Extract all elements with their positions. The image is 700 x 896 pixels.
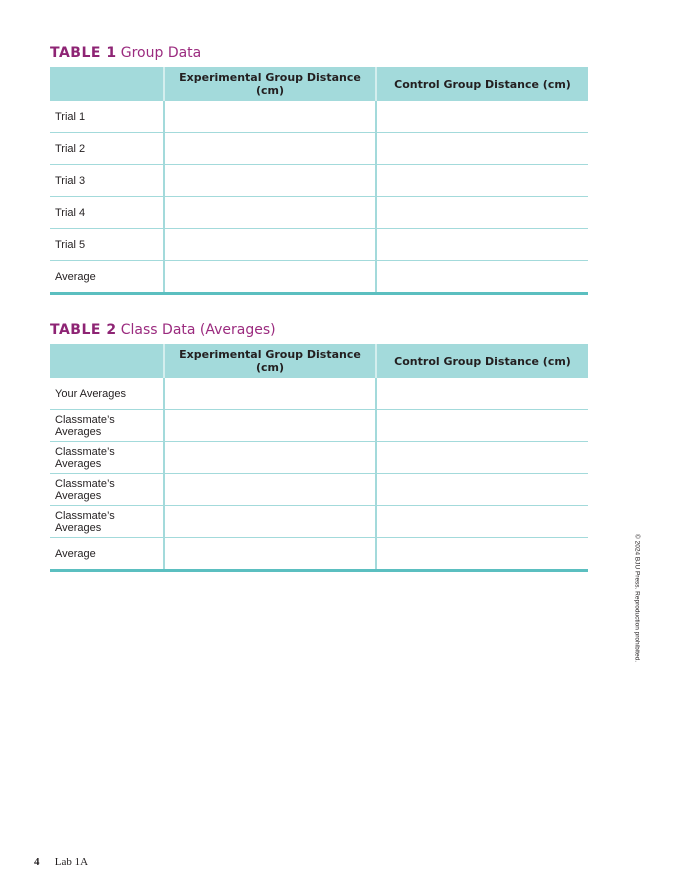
table-header-row [50,344,588,378]
table-row [50,442,588,474]
group-data-table [50,67,588,295]
table-header-row [50,67,588,101]
row-label: Trial 3 [50,165,164,197]
row-label: Classmate’s Averages [50,506,164,538]
table-row [50,506,588,538]
table-row [50,410,588,442]
table-1-label: TABLE 1 [50,45,117,61]
experimental-cell[interactable] [164,378,376,410]
page-footer [34,856,88,868]
row-label: Trial 4 [50,197,164,229]
control-cell[interactable] [376,506,588,538]
row-label: Classmate’s Averages [50,442,164,474]
column-header-label [50,67,164,101]
column-header-control: Control Group Distance (cm) [376,67,588,101]
control-cell[interactable] [376,101,588,133]
column-header-control: Control Group Distance (cm) [376,344,588,378]
control-cell[interactable] [376,133,588,165]
column-header-experimental: Experimental Group Distance (cm) [164,344,376,378]
control-cell[interactable] [376,229,588,261]
table-1-title [50,44,201,61]
experimental-cell[interactable] [164,165,376,197]
copyright-notice: © 2024 BJU Press. Reproduction prohibited. [633,534,641,662]
table-row [50,101,588,133]
control-cell[interactable] [376,378,588,410]
experimental-cell[interactable] [164,538,376,571]
column-header-experimental: Experimental Group Distance (cm) [164,67,376,101]
table-row [50,378,588,410]
experimental-cell[interactable] [164,442,376,474]
table-row [50,165,588,197]
experimental-cell[interactable] [164,101,376,133]
table-2-label: TABLE 2 [50,322,117,338]
row-label: Classmate’s Averages [50,474,164,506]
class-data-table [50,344,588,572]
row-label: Trial 5 [50,229,164,261]
row-label: Average [50,261,164,294]
section-label: Lab 1A [54,856,89,868]
experimental-cell[interactable] [164,474,376,506]
row-label: Trial 1 [50,101,164,133]
experimental-cell[interactable] [164,229,376,261]
table-row [50,197,588,229]
control-cell[interactable] [376,442,588,474]
row-label: Average [50,538,164,571]
experimental-cell[interactable] [164,133,376,165]
control-cell[interactable] [376,261,588,294]
control-cell[interactable] [376,410,588,442]
column-header-label [50,344,164,378]
control-cell[interactable] [376,165,588,197]
table-2-name: Class Data (Averages) [120,322,276,338]
table-row [50,261,588,294]
row-label: Trial 2 [50,133,164,165]
experimental-cell[interactable] [164,410,376,442]
experimental-cell[interactable] [164,261,376,294]
control-cell[interactable] [376,474,588,506]
row-label: Your Averages [50,378,164,410]
control-cell[interactable] [376,197,588,229]
control-cell[interactable] [376,538,588,571]
table-row [50,133,588,165]
table-row [50,474,588,506]
row-label: Classmate’s Averages [50,410,164,442]
table-1-name: Group Data [120,45,202,61]
experimental-cell[interactable] [164,197,376,229]
page-number: 4 [34,856,40,868]
table-row [50,538,588,571]
experimental-cell[interactable] [164,506,376,538]
table-2-title [50,321,276,338]
table-row [50,229,588,261]
